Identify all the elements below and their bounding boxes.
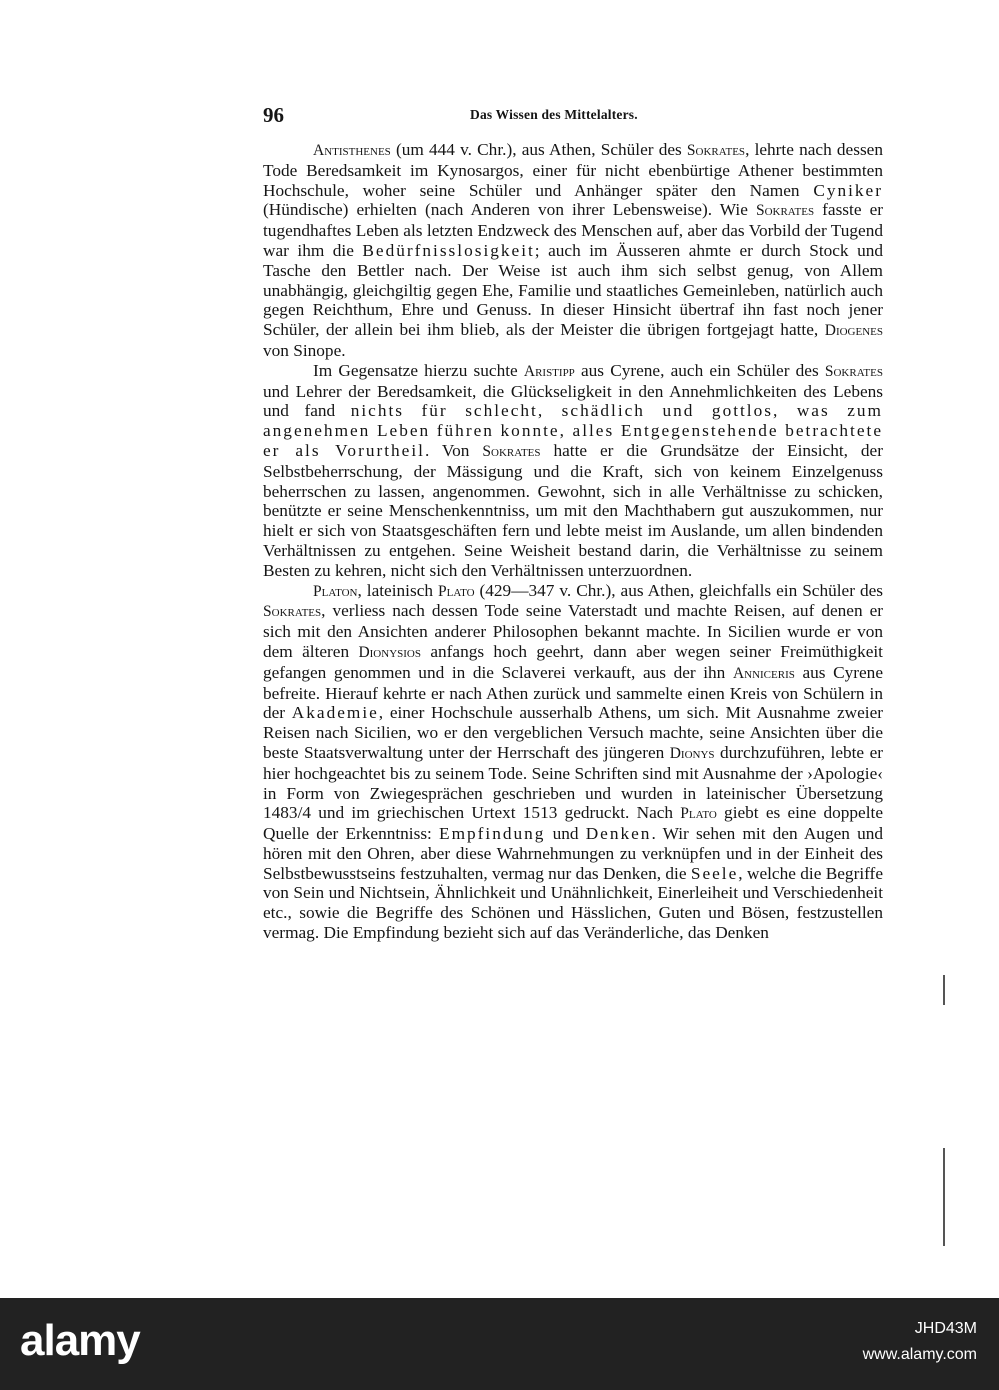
- text-run: aus Cyrene befreite. Hierauf kehrte er nach Athen zurück und sammelte einen Kreis von Schülern in der: [263, 662, 883, 723]
- name-small-caps: Platon: [313, 582, 358, 600]
- text-run: . Wir sehen mit den Augen und hören mit den Ohren, aber diese Wahrnehmungen zu verknüpfen und in der Einheit des Selbstbewusstseins festzuhalten, vermag nur das Denken, die: [263, 824, 883, 883]
- scan-margin-mark: [943, 1148, 945, 1246]
- text-run: , lateinisch: [357, 580, 438, 600]
- text-run: und: [545, 824, 586, 844]
- name-small-caps: Sokrates: [755, 202, 815, 220]
- emphasis-spaced: Seele: [690, 863, 739, 883]
- name-small-caps: Plato: [680, 805, 717, 823]
- text-run: aus Cyrene, auch ein Schüler des: [574, 360, 825, 380]
- name-small-caps: Sokrates: [482, 442, 541, 460]
- running-head: [263, 103, 883, 127]
- emphasis-spaced: Bedürfnisslosigkeit: [362, 240, 535, 260]
- text-run: , einer Hochschule ausserhalb Athens, um sich. Mit Ausnahme zweier Reisen nach Sicilien, wo er den vergeblichen Versuch machte, seine Ansichten über die beste Staatsverwaltung unter der Herrschaft des jüngeren: [263, 703, 884, 762]
- text-run: fasste er tugendhaftes Leben als letzten Endzweck des Menschen auf, aber das Vorbild der Tugend war ihm die: [263, 200, 883, 260]
- emphasis-spaced: Empfindung: [439, 824, 546, 844]
- text-run: und Lehrer der Beredsamkeit, die Glückseligkeit in den Annehmlichkeiten des Lebens und fand: [263, 381, 883, 421]
- text-run: (429—347 v. Chr.), aus Athen, gleichfalls ein Schüler des: [474, 580, 884, 600]
- page-number: 96: [263, 103, 284, 127]
- paragraph: [263, 140, 883, 361]
- running-title: Das Wissen des Mittelalters.: [470, 107, 638, 122]
- name-small-caps: Antisthenes: [313, 142, 391, 159]
- emphasis-spaced: Cyniker: [813, 180, 883, 200]
- paragraph: [263, 581, 883, 943]
- name-small-caps: Anniceris: [732, 664, 795, 682]
- name-small-caps: Sokrates: [263, 603, 322, 621]
- text-run: von Sinope.: [263, 340, 346, 360]
- scan-margin-mark: [943, 975, 945, 1005]
- name-small-caps: Plato: [438, 582, 475, 600]
- emphasis-spaced: Denken: [585, 824, 652, 844]
- text-run: , welche die Begriffe von Sein und Nichtsein, Ähnlichkeit und Unähnlichkeit, Einerleiheit und Verschiedenheit etc., sowie die Begriffe des Schönen und Hässlichen, Guten und Bösen, festzustellen vermag. Die Empfindung bezieht sich auf das Veränderliche, das Denken: [263, 863, 883, 943]
- text-run: durchzuführen, lebte er hier hochgeachtet bis zu seinem Tode. Seine Schriften sind mit Ausnahme der ›Apologie‹ in Form von Zwiegesprächen geschrieben und wurden in lateinischer Übersetzung 1483/4 und im griechischen Urtext 1513 gedruckt. Nach: [263, 742, 883, 823]
- name-small-caps: Sokrates: [686, 142, 746, 159]
- text-run: ; auch im Äusseren ahmte er durch Stock und Tasche den Bettler nach. Der Weise ist auch ihm sich selbst genug, von Allem unabhängig, gleichgiltig gegen Ehe, Familie und staatliches Gemeinleben, natürlich auch gegen Reichthum, Ehre und Genuss. In dieser Hinsicht übertraf ihn fast noch jener Schüler, der allein bei ihm blieb, als der Meister die übrigen fortgejagt hatte,: [263, 240, 883, 340]
- emphasis-spaced: Akademie: [291, 703, 379, 723]
- text-run: anfangs hoch geehrt, dann aber wegen seiner Freimüthigkeit gefangen genommen und in die Sclaverei verkauft, aus der ihn: [263, 641, 883, 682]
- text-run: , verliess nach dessen Tode seine Vaterstadt und machte Reisen, auf denen er sich mit den Ansichten anderer Philosophen bekannt machte. In Sicilien wurde er von dem älteren: [263, 601, 883, 661]
- name-small-caps: Dionysios: [358, 643, 421, 661]
- text-run: (um 444 v. Chr.), aus Athen, Schüler des: [390, 140, 687, 159]
- text-run: (Hündische) erhielten (nach Anderen von ihrer Lebensweise). Wie: [263, 200, 756, 220]
- name-small-caps: Aristipp: [523, 362, 575, 380]
- body-text: [263, 140, 883, 943]
- text-run: hatte er die Grundsätze der Einsicht, der Selbstbeherrschung, der Mässigung und die Kraft, sich von keinem Einzelgenuss beherrschen zu lassen, angenommen. Gewohnt, sich in alle Verhältnisse zu schicken, benützte er seine Menschenkenntniss, um mit den Machthabern gut auszukommen, nur hielt er sich von Staatsgeschäften fern und lebte meist im Auslande, um allen bindenden Verhältnissen zu entgehen. Seine Weisheit bestand darin, die Verhältnisse zu seinem Besten zu kehren, nicht sich den Verhältnissen unterzuordnen.: [263, 440, 883, 580]
- name-small-caps: Sokrates: [824, 362, 883, 380]
- paragraph: [263, 361, 883, 581]
- text-run: , lehrte nach dessen Tode Beredsamkeit im Kynosargos, einer für nicht ebenbürtige Athener bestimmten Hochschule, woher seine Schüler und Anhänger später den Namen: [263, 140, 883, 200]
- text-run: . Von: [424, 440, 483, 460]
- name-small-caps: Diogenes: [824, 322, 883, 340]
- watermark-bar: [0, 1298, 999, 1390]
- emphasis-spaced: nichts für schlecht, schädlich und gottlos, was zum angenehmen Leben führen konnte, alles Entgegenstehende betrachtete er als Vorurtheil: [263, 401, 883, 460]
- text-run: giebt es eine doppelte Quelle der Erkenntniss:: [263, 803, 883, 844]
- watermark-image-id: JHD43M: [914, 1320, 977, 1337]
- name-small-caps: Dionys: [669, 744, 715, 762]
- watermark-url: www.alamy.com: [862, 1346, 977, 1363]
- watermark-logo: alamy: [20, 1316, 140, 1365]
- text-run: Im Gegensatze hierzu suchte: [313, 360, 524, 380]
